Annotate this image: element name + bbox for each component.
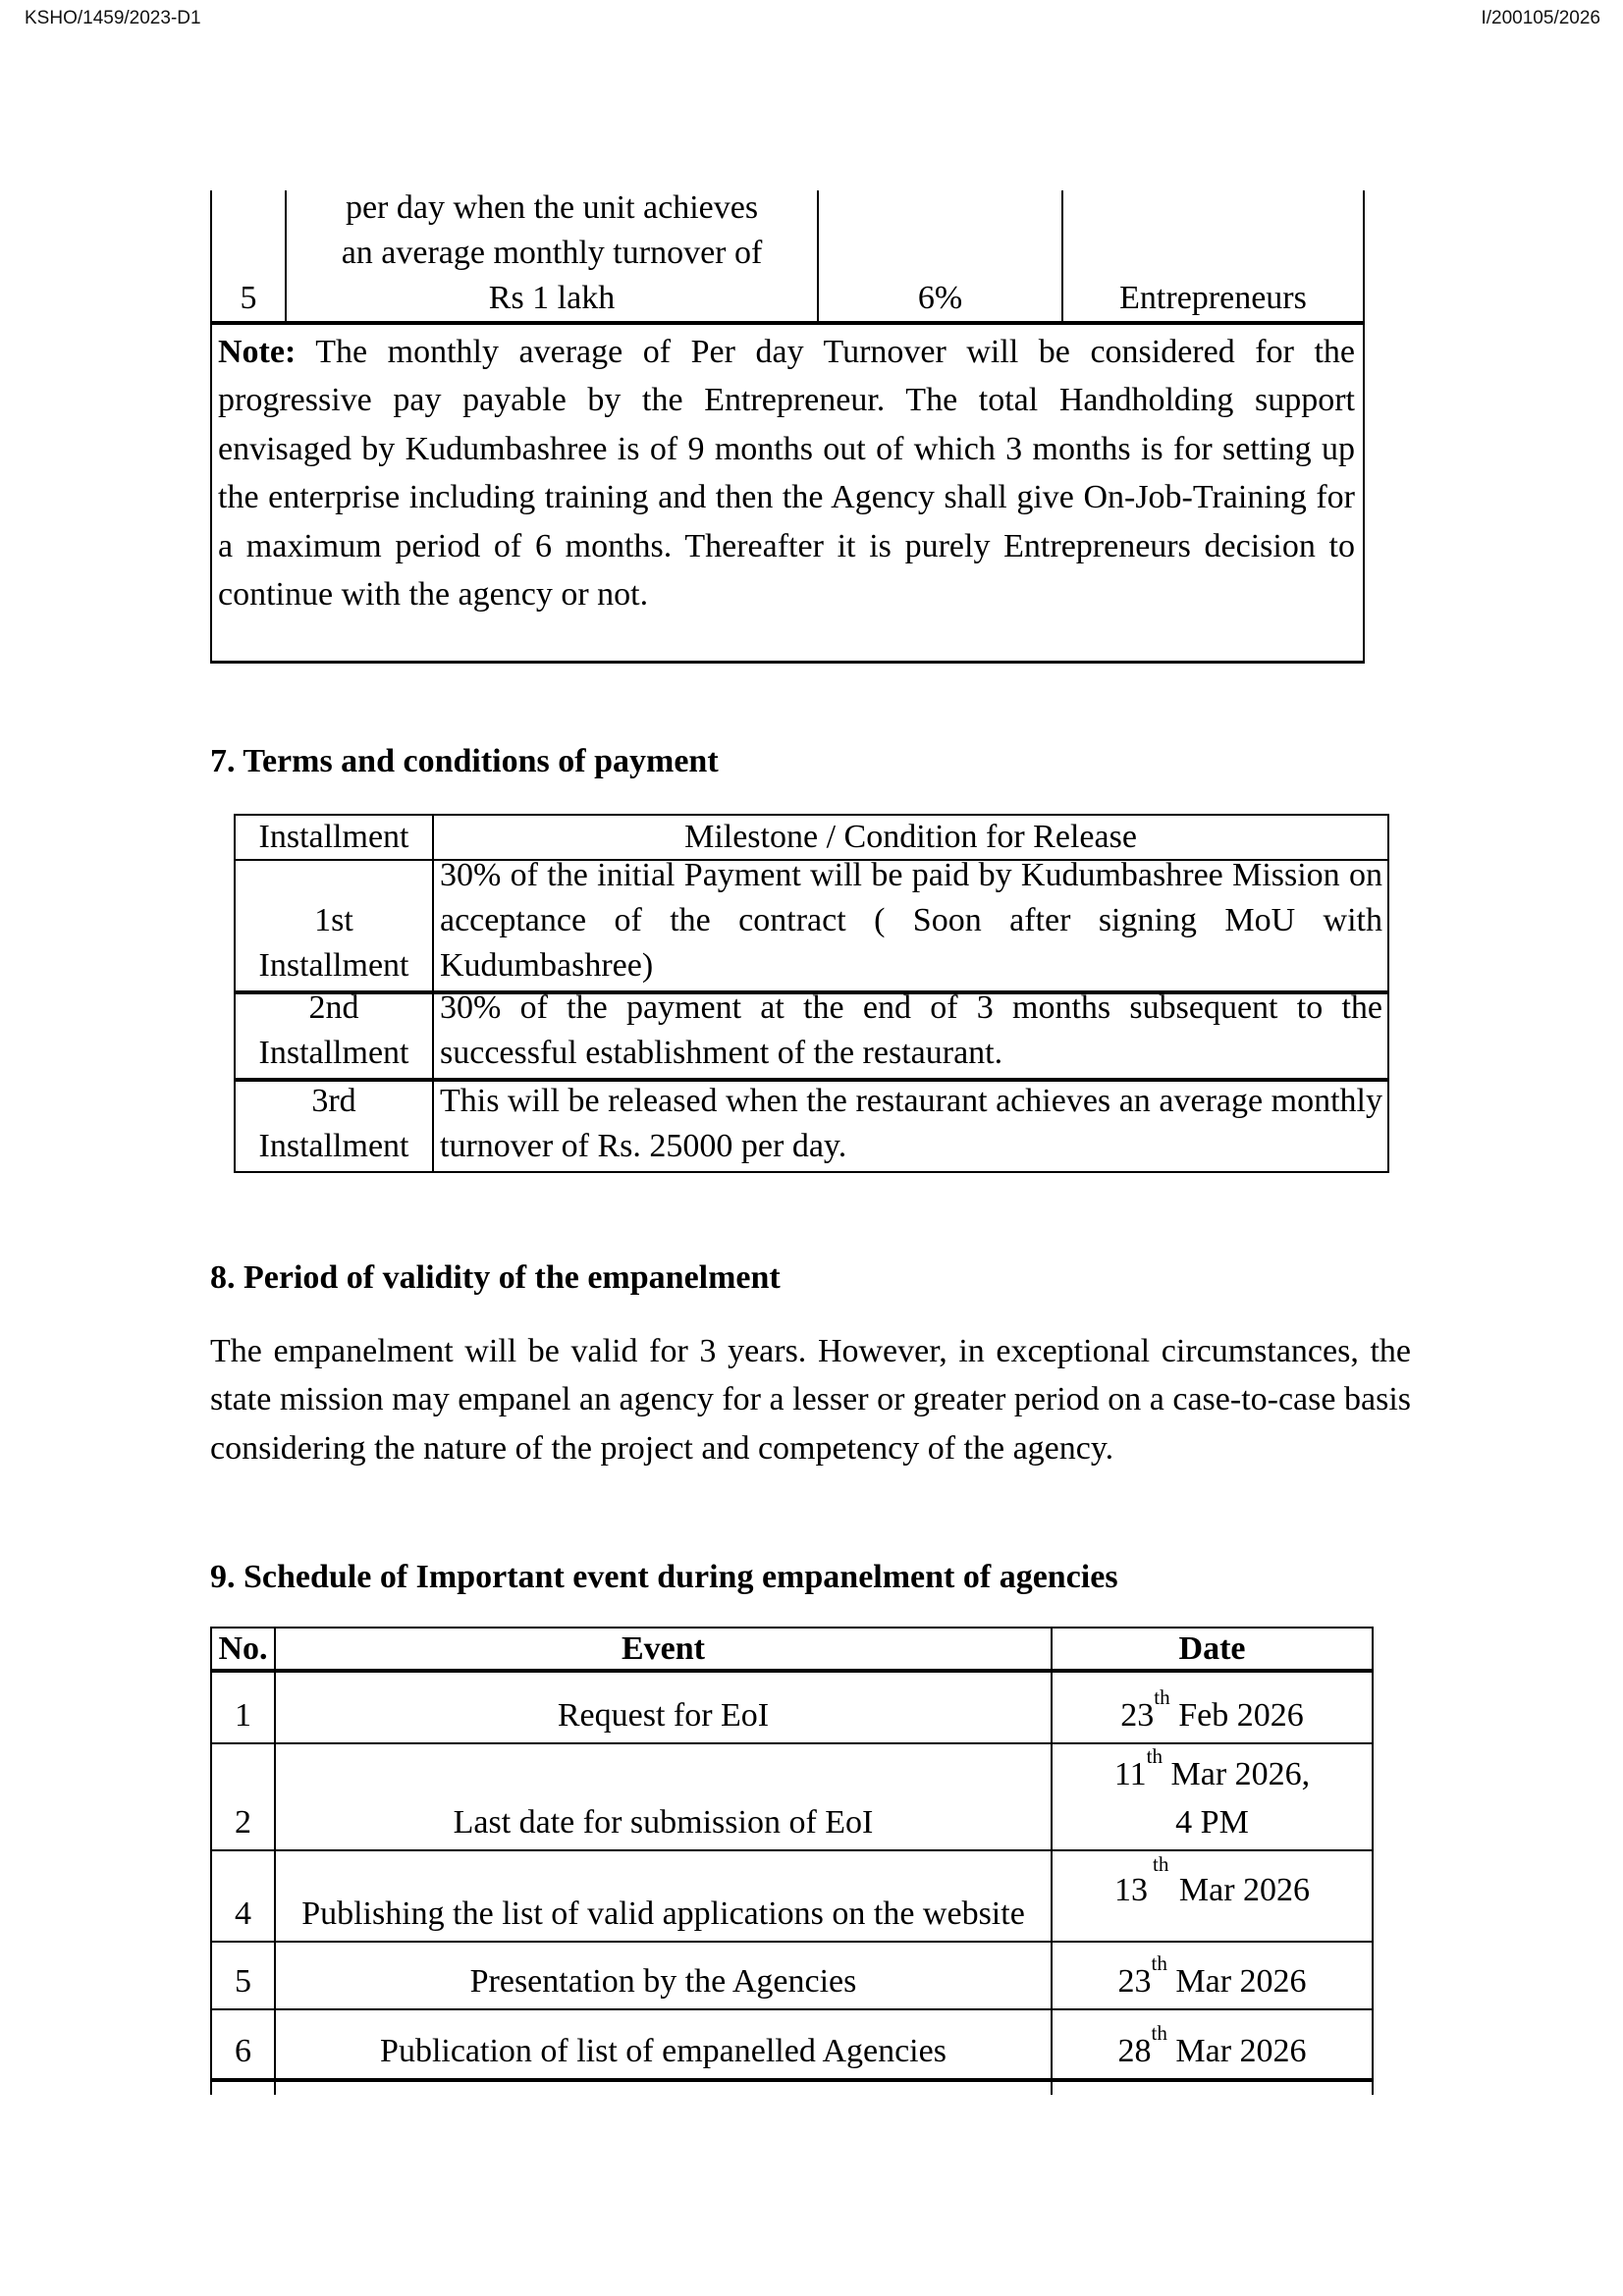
validity-paragraph: The empanelment will be valid for 3 years. However, in exceptional circumstances, the state mission may empanel an agency for a lesser or greater period on a case-to-case basis considering the nature of the project and competency of the agency. — [210, 1333, 1411, 1467]
schedule-no-cell — [212, 1943, 276, 2008]
table-row — [236, 861, 1387, 994]
milestone-cell — [434, 861, 1387, 990]
event-text: Publication of list of empanelled Agencies — [380, 2033, 947, 2069]
section-8-heading: 8. Period of validity of the empanelment — [210, 1259, 781, 1296]
installment-text: 1st Installment — [258, 902, 409, 984]
schedule-no-cell — [212, 2082, 276, 2095]
schedule-no-cell — [212, 2010, 276, 2078]
schedule-date-cell — [1053, 1744, 1372, 1849]
section-9-heading: 9. Schedule of Important event during empanelment of agencies — [210, 1559, 1118, 1595]
no-text: 5 — [235, 1963, 251, 2000]
schedule-row — [212, 2010, 1372, 2082]
ordinal-suffix: th — [1151, 1951, 1167, 1976]
milestone-text: 30% of the initial Payment will be paid by Kudumbashree Mission on acceptance of the contract ( Soon after signing MoU with Kudumbashree) — [440, 861, 1382, 984]
note-cell — [212, 325, 1363, 664]
schedule-row — [212, 1673, 1372, 1744]
turnover-row-number — [212, 190, 287, 321]
schedule-table — [210, 1627, 1374, 2095]
schedule-no-cell — [212, 1673, 276, 1742]
date-text: 28th Mar 2026 — [1117, 2021, 1307, 2069]
installment-text: 3rd Installment — [258, 1083, 409, 1164]
date-text: 11th Mar 2026, 4 PM — [1114, 1750, 1310, 1849]
turnover-table — [210, 190, 1365, 664]
schedule-event-cell — [276, 2082, 1053, 2095]
installment-cell — [236, 861, 434, 990]
ordinal-suffix: th — [1151, 2021, 1167, 2046]
turnover-description-cell — [287, 190, 819, 321]
schedule-event-cell — [276, 1851, 1053, 1941]
section-7-heading: 7. Terms and conditions of payment — [210, 743, 719, 779]
no-text: 4 — [235, 1896, 251, 1932]
column-header-installment — [236, 816, 434, 859]
row-number-text: 5 — [240, 280, 257, 316]
schedule-no-cell — [212, 1744, 276, 1849]
ordinal-suffix: th — [1146, 1744, 1163, 1769]
schedule-event-cell — [276, 1744, 1053, 1849]
turnover-payer-cell — [1063, 190, 1363, 321]
payment-terms-table — [234, 814, 1389, 1173]
ordinal-suffix: th — [1152, 1852, 1169, 1877]
table-row — [236, 994, 1387, 1082]
milestone-cell — [434, 1082, 1387, 1171]
date-text: 23th Mar 2026 — [1117, 1951, 1307, 2000]
installment-text: 2nd Installment — [258, 994, 409, 1071]
schedule-date-cell — [1053, 1943, 1372, 2008]
note-label: Note: — [218, 334, 297, 370]
file-reference-number: KSHO/1459/2023-D1 — [25, 8, 201, 28]
no-text: 6 — [235, 2033, 251, 2069]
table-row — [236, 1082, 1387, 1173]
header-text: Date — [1178, 1629, 1246, 1667]
document-id-number: I/200105/2026 — [1481, 8, 1600, 28]
turnover-description-text: per day when the unit achieves an average monthly turnover of Rs 1 lakh — [341, 190, 763, 316]
date-text: 13th Mar 2026 — [1113, 1852, 1311, 1908]
date-second-line: 4 PM — [1175, 1804, 1249, 1841]
schedule-row-partial — [212, 2082, 1372, 2095]
event-text: Presentation by the Agencies — [469, 1963, 857, 2000]
event-text: Last date for submission of EoI — [453, 1804, 874, 1841]
turnover-rate-cell — [819, 190, 1063, 321]
column-header-milestone — [434, 816, 1387, 859]
schedule-date-cell — [1053, 2010, 1372, 2078]
header-text: No. — [218, 1629, 268, 1667]
schedule-header-row — [212, 1629, 1372, 1673]
event-text: Publishing the list of valid applications on the website — [301, 1896, 1025, 1932]
schedule-row — [212, 1851, 1372, 1943]
schedule-event-cell — [276, 2010, 1053, 2078]
no-text: 1 — [235, 1697, 251, 1734]
header-text: Event — [622, 1629, 705, 1667]
table-row — [212, 190, 1363, 325]
milestone-cell — [434, 994, 1387, 1078]
column-header-no — [212, 1629, 276, 1669]
installment-cell — [236, 994, 434, 1078]
milestone-text: 30% of the payment at the end of 3 months subsequent to the successful establishment of the restaurant. — [440, 994, 1382, 1071]
schedule-date-cell — [1053, 1673, 1372, 1742]
header-text: Milestone / Condition for Release — [684, 819, 1137, 855]
schedule-date-cell — [1053, 1851, 1372, 1941]
column-header-date — [1053, 1629, 1372, 1669]
schedule-event-cell — [276, 1943, 1053, 2008]
schedule-no-cell — [212, 1851, 276, 1941]
installment-cell — [236, 1082, 434, 1171]
date-text: 23th Feb 2026 — [1120, 1685, 1304, 1734]
schedule-row — [212, 1943, 1372, 2010]
schedule-date-cell — [1053, 2082, 1372, 2095]
rate-text: 6% — [917, 280, 963, 316]
ordinal-suffix: th — [1154, 1685, 1170, 1710]
column-header-event — [276, 1629, 1053, 1669]
milestone-text: This will be released when the restaurant achieves an average monthly turnover of Rs. 25000 per day. — [440, 1083, 1382, 1164]
schedule-row — [212, 1744, 1372, 1851]
payer-text: Entrepreneurs — [1119, 280, 1307, 316]
event-text: Request for EoI — [557, 1697, 770, 1734]
header-text: Installment — [258, 819, 409, 855]
schedule-event-cell — [276, 1673, 1053, 1742]
payment-table-header-row — [236, 816, 1387, 861]
note-text: The monthly average of Per day Turnover will be considered for the progressive pay payable by the Entrepreneur. The total Handholding support envisaged by Kudumbashree is of 9 months out of which 3 months is for setting up the enterprise including training and then the Agency shall give On-Job-Training for a maximum period of 6 months. Thereafter it is purely Entrepreneurs decision to continue with the agency or not. — [218, 334, 1355, 614]
no-text: 2 — [235, 1804, 251, 1841]
